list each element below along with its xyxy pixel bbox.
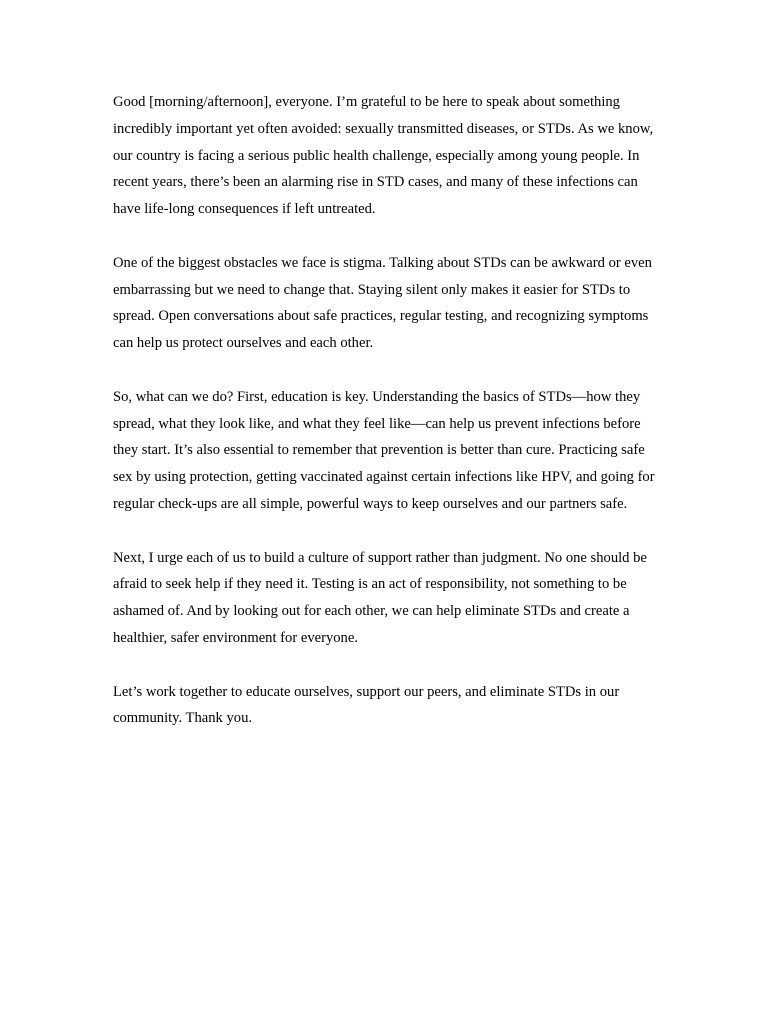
paragraph-education: So, what can we do? First, education is key. Understanding the basics of STDs—how they spread, what they look like, and what they feel like—can help us prevent infections before they start. It’s also essential to remember that prevention is better than cure. Practicing safe sex by using protection, getting vaccinated against certain infections like HPV, and going for regular check-ups are all simple, powerful ways to keep ourselves and our partners safe.	[113, 388, 655, 512]
paragraph-stigma: One of the biggest obstacles we face is stigma. Talking about STDs can be awkward or even embarrassing but we need to change that. Staying silent only makes it easier for STDs to spread. Open conversations about safe practices, regular testing, and recognizing symptoms can help us protect ourselves and each other.	[113, 254, 652, 352]
paragraph-opening: Good [morning/afternoon], everyone. I’m grateful to be here to speak about something incredibly important yet often avoided: sexually transmitted diseases, or STDs. As we know, our country is facing a serious public health challenge, especially among young people. In recent years, there’s been an alarming rise in STD cases, and many of these infections can have life-long consequences if left untreated.	[113, 94, 654, 218]
document-body	[113, 89, 658, 732]
paragraph-closing: Let’s work together to educate ourselves, support our peers, and eliminate STDs in our community. Thank you.	[113, 683, 620, 727]
paragraph-support: Next, I urge each of us to build a culture of support rather than judgment. No one should be afraid to seek help if they need it. Testing is an act of responsibility, not something to be ashamed of. And by looking out for each other, we can help eliminate STDs and create a healthier, safer environment for everyone.	[113, 549, 647, 646]
